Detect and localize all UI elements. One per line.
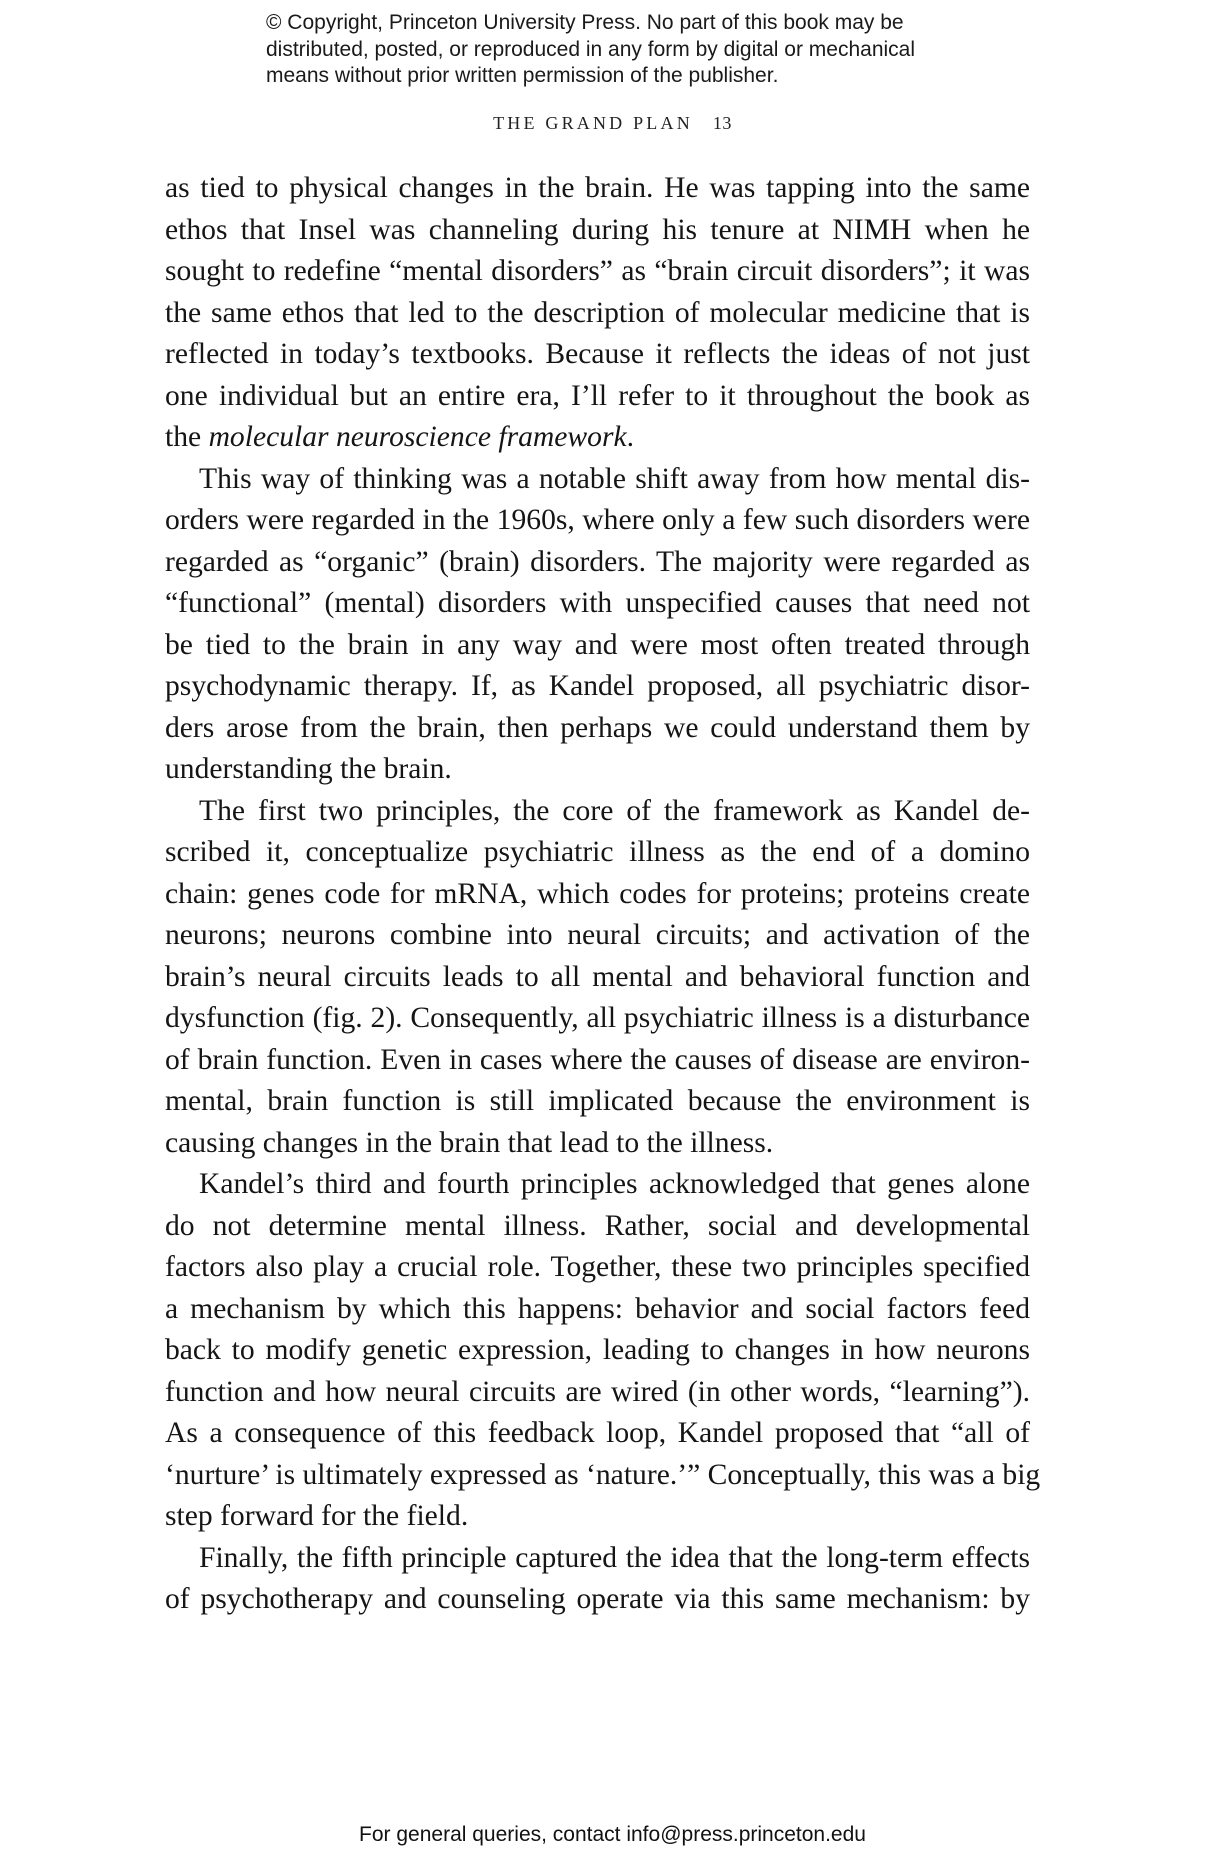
text-line: be tied to the brain in any way and were most often treated through bbox=[165, 628, 1030, 661]
paragraph bbox=[165, 1538, 1030, 1621]
text-line: ders arose from the brain, then perhaps we could understand them by bbox=[165, 711, 1030, 744]
paragraph bbox=[165, 168, 1030, 459]
paragraph bbox=[165, 791, 1030, 1165]
text-line: causing changes in the brain that lead to the illness. bbox=[165, 1126, 774, 1159]
text-line: “functional” (mental) disorders with unspecified causes that need not bbox=[165, 587, 1030, 619]
text-line: regarded as “organic” (brain) disorders. The majority were regarded as bbox=[165, 545, 1030, 578]
body-text bbox=[165, 168, 1041, 1621]
running-head bbox=[0, 113, 1225, 134]
text-line: do not determine mental illness. Rather, social and developmental bbox=[165, 1209, 1030, 1242]
text-line: scribed it, conceptualize psychiatric illness as the end of a domino bbox=[165, 836, 1030, 868]
text-line: a mechanism by which this happens: behavior and social factors feed bbox=[165, 1292, 1030, 1325]
footer-contact: For general queries, contact info@press.princeton.edu bbox=[359, 1823, 866, 1846]
copyright-notice bbox=[266, 10, 1026, 90]
copyright-line: means without prior written permission of the publisher. bbox=[266, 64, 779, 87]
text-line: The first two principles, the core of the framework as Kandel de- bbox=[199, 794, 1030, 827]
text-line: Finally, the fifth principle captured the idea that the long-term effects bbox=[199, 1541, 1030, 1574]
text-line: sought to redefine “mental disorders” as “brain circuit disorders”; it was bbox=[165, 255, 1030, 287]
text-line: of psychotherapy and counseling operate via this same mechanism: by bbox=[165, 1583, 1030, 1615]
text-line: dysfunction (fig. 2). Consequently, all psychiatric illness is a disturbance bbox=[165, 1002, 1030, 1034]
text-line: factors also play a crucial role. Together, these two principles specified bbox=[165, 1251, 1030, 1283]
copyright-line: distributed, posted, or reproduced in any form by digital or mechanical bbox=[266, 37, 916, 61]
text-line bbox=[165, 417, 1030, 459]
text-run: . bbox=[626, 421, 635, 453]
text-line: Kandel’s third and fourth principles acknowledged that genes alone bbox=[199, 1168, 1030, 1200]
text-line: understanding the brain. bbox=[165, 753, 452, 785]
text-line: brain’s neural circuits leads to all mental and behavioral function and bbox=[165, 960, 1030, 993]
text-line: neurons; neurons combine into neural circuits; and activation of the bbox=[165, 919, 1030, 951]
text-run: the bbox=[165, 421, 209, 453]
text-line: function and how neural circuits are wired (in other words, “learning”). bbox=[165, 1375, 1030, 1408]
paragraph bbox=[165, 1164, 1041, 1538]
running-head-title: THE GRAND PLAN bbox=[493, 113, 693, 133]
text-line: chain: genes code for mRNA, which codes for proteins; proteins create bbox=[165, 877, 1030, 910]
text-line: psychodynamic therapy. If, as Kandel proposed, all psychiatric disor- bbox=[165, 670, 1030, 702]
text-line: ‘nurture’ is ultimately expressed as ‘nature.’” Conceptually, this was a big bbox=[165, 1458, 1041, 1491]
text-line: reflected in today’s textbooks. Because it reflects the ideas of not just bbox=[165, 338, 1030, 370]
text-line: step forward for the field. bbox=[165, 1500, 469, 1532]
text-line: orders were regarded in the 1960s, where only a few such disorders were bbox=[165, 504, 1030, 536]
text-line: the same ethos that led to the description of molecular medicine that is bbox=[165, 296, 1030, 329]
text-line: back to modify genetic expression, leading to changes in how neurons bbox=[165, 1334, 1030, 1366]
italic-term: molecular neuroscience framework bbox=[208, 421, 627, 453]
paragraph bbox=[165, 459, 1030, 791]
copyright-line: © Copyright, Princeton University Press. No part of this book may be bbox=[266, 11, 904, 34]
text-line: mental, brain function is still implicated because the environment is bbox=[165, 1085, 1030, 1117]
text-line: as tied to physical changes in the brain. He was tapping into the same bbox=[165, 172, 1030, 204]
text-line: This way of thinking was a notable shift away from how mental dis- bbox=[199, 462, 1030, 495]
text-line: of brain function. Even in cases where the causes of disease are environ- bbox=[165, 1043, 1030, 1076]
text-line: one individual but an entire era, I’ll refer to it throughout the book as bbox=[165, 379, 1030, 412]
text-line: As a consequence of this feedback loop, Kandel proposed that “all of bbox=[165, 1417, 1030, 1449]
text-line: ethos that Insel was channeling during his tenure at NIMH when he bbox=[165, 213, 1030, 246]
page-number: 13 bbox=[712, 113, 732, 133]
